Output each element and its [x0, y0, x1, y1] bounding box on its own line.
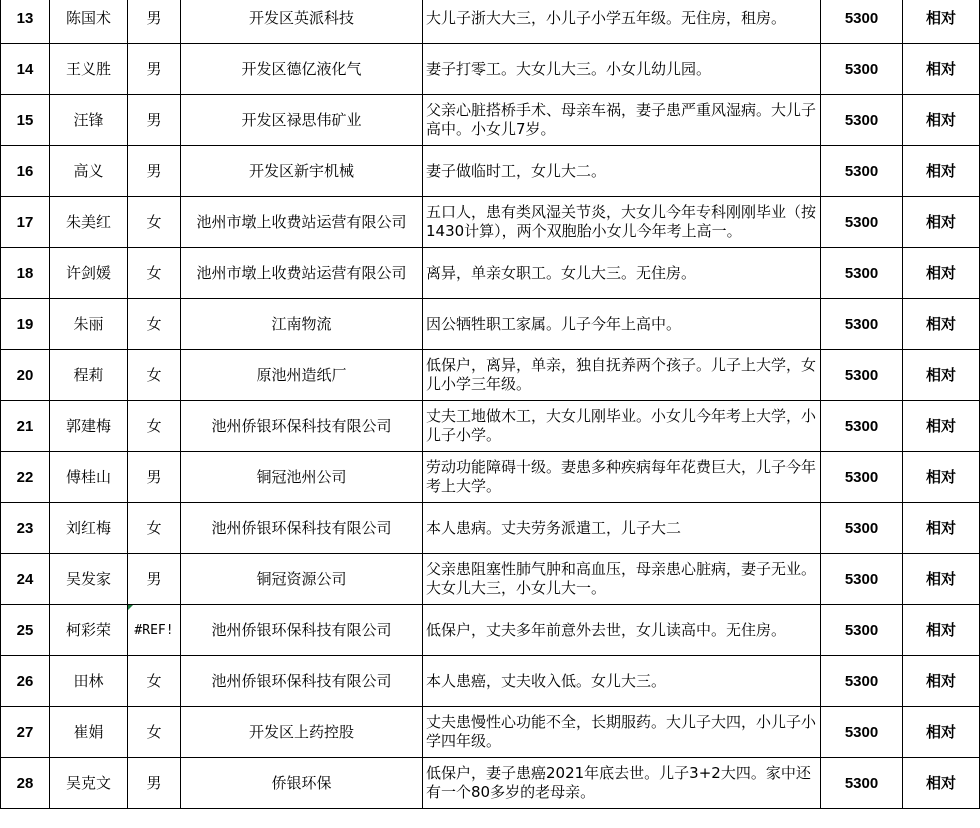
amount-cell: 5300	[821, 554, 903, 605]
name-cell: 陈国术	[50, 0, 128, 44]
category-cell: 相对	[903, 554, 980, 605]
name-cell: 高义	[50, 146, 128, 197]
table-row	[1, 299, 980, 350]
table-row	[1, 350, 980, 401]
unit-cell: 开发区上药控股	[181, 707, 423, 758]
situation-note-cell: 因公牺牲职工家属。儿子今年上高中。	[423, 299, 821, 350]
category-cell: 相对	[903, 656, 980, 707]
table-row	[1, 248, 980, 299]
category-cell: 相对	[903, 401, 980, 452]
category-cell: 相对	[903, 0, 980, 44]
name-cell: 朱美红	[50, 197, 128, 248]
amount-cell: 5300	[821, 656, 903, 707]
table-row	[1, 452, 980, 503]
table-row	[1, 146, 980, 197]
table-row	[1, 605, 980, 656]
row-number-cell: 16	[1, 146, 50, 197]
row-number-cell: 25	[1, 605, 50, 656]
unit-cell: 铜冠池州公司	[181, 452, 423, 503]
category-cell: 相对	[903, 503, 980, 554]
amount-cell: 5300	[821, 146, 903, 197]
unit-cell: 池州市墩上收费站运营有限公司	[181, 248, 423, 299]
amount-cell: 5300	[821, 44, 903, 95]
unit-cell: 池州侨银环保科技有限公司	[181, 401, 423, 452]
row-number-cell: 19	[1, 299, 50, 350]
amount-cell: 5300	[821, 401, 903, 452]
gender-cell: 女	[128, 656, 181, 707]
gender-cell: #REF!	[128, 605, 181, 656]
category-cell: 相对	[903, 350, 980, 401]
situation-note-cell: 妻子打零工。大女儿大三。小女儿幼儿园。	[423, 44, 821, 95]
unit-cell: 开发区英派科技	[181, 0, 423, 44]
row-number-cell: 14	[1, 44, 50, 95]
row-number-cell: 26	[1, 656, 50, 707]
gender-cell: 女	[128, 503, 181, 554]
unit-cell: 池州侨银环保科技有限公司	[181, 605, 423, 656]
unit-cell: 铜冠资源公司	[181, 554, 423, 605]
gender-cell: 女	[128, 401, 181, 452]
situation-note-cell: 低保户，妻子患癌2021年底去世。儿子3+2大四。家中还有一个80多岁的老母亲。	[423, 758, 821, 809]
name-cell: 吴克文	[50, 758, 128, 809]
name-cell: 朱丽	[50, 299, 128, 350]
category-cell: 相对	[903, 146, 980, 197]
gender-cell: 男	[128, 452, 181, 503]
gender-cell: 男	[128, 554, 181, 605]
situation-note-cell: 五口人，患有类风湿关节炎，大女儿今年专科刚刚毕业（按1430计算），两个双胞胎小女儿今年考上高一。	[423, 197, 821, 248]
unit-cell: 池州侨银环保科技有限公司	[181, 503, 423, 554]
amount-cell: 5300	[821, 299, 903, 350]
unit-cell: 侨银环保	[181, 758, 423, 809]
gender-cell: 女	[128, 248, 181, 299]
unit-cell: 池州侨银环保科技有限公司	[181, 656, 423, 707]
situation-note-cell: 丈夫患慢性心功能不全，长期服药。大儿子大四，小儿子小学四年级。	[423, 707, 821, 758]
row-number-cell: 17	[1, 197, 50, 248]
gender-cell: 男	[128, 758, 181, 809]
situation-note-cell: 父亲患阻塞性肺气肿和高血压，母亲患心脏病，妻子无业。大女儿大三，小女儿大一。	[423, 554, 821, 605]
category-cell: 相对	[903, 44, 980, 95]
unit-cell: 原池州造纸厂	[181, 350, 423, 401]
situation-note-cell: 低保户，丈夫多年前意外去世，女儿读高中。无住房。	[423, 605, 821, 656]
row-number-cell: 21	[1, 401, 50, 452]
unit-cell: 开发区德亿液化气	[181, 44, 423, 95]
name-cell: 汪锋	[50, 95, 128, 146]
name-cell: 王义胜	[50, 44, 128, 95]
row-number-cell: 13	[1, 0, 50, 44]
name-cell: 程莉	[50, 350, 128, 401]
row-number-cell: 27	[1, 707, 50, 758]
amount-cell: 5300	[821, 248, 903, 299]
table-row	[1, 554, 980, 605]
unit-cell: 池州市墩上收费站运营有限公司	[181, 197, 423, 248]
table-row	[1, 758, 980, 809]
category-cell: 相对	[903, 758, 980, 809]
amount-cell: 5300	[821, 197, 903, 248]
table-row	[1, 44, 980, 95]
category-cell: 相对	[903, 452, 980, 503]
table-row	[1, 197, 980, 248]
category-cell: 相对	[903, 95, 980, 146]
table-row	[1, 503, 980, 554]
name-cell: 刘红梅	[50, 503, 128, 554]
name-cell: 吴发家	[50, 554, 128, 605]
amount-cell: 5300	[821, 452, 903, 503]
gender-cell: 女	[128, 197, 181, 248]
row-number-cell: 22	[1, 452, 50, 503]
situation-note-cell: 本人患病。丈夫劳务派遣工，儿子大二	[423, 503, 821, 554]
unit-cell: 开发区禄思伟矿业	[181, 95, 423, 146]
name-cell: 柯彩荣	[50, 605, 128, 656]
category-cell: 相对	[903, 299, 980, 350]
amount-cell: 5300	[821, 0, 903, 44]
unit-cell: 江南物流	[181, 299, 423, 350]
gender-cell: 男	[128, 0, 181, 44]
category-cell: 相对	[903, 605, 980, 656]
name-cell: 许剑媛	[50, 248, 128, 299]
row-number-cell: 28	[1, 758, 50, 809]
situation-note-cell: 本人患癌，丈夫收入低。女儿大三。	[423, 656, 821, 707]
amount-cell: 5300	[821, 350, 903, 401]
gender-cell: 男	[128, 44, 181, 95]
amount-cell: 5300	[821, 758, 903, 809]
situation-note-cell: 低保户，离异，单亲，独自抚养两个孩子。儿子上大学，女儿小学三年级。	[423, 350, 821, 401]
situation-note-cell: 劳动功能障碍十级。妻患多种疾病每年花费巨大，儿子今年考上大学。	[423, 452, 821, 503]
unit-cell: 开发区新宇机械	[181, 146, 423, 197]
gender-cell: 女	[128, 350, 181, 401]
table-row	[1, 707, 980, 758]
situation-note-cell: 大儿子浙大大三，小儿子小学五年级。无住房，租房。	[423, 0, 821, 44]
table-row	[1, 0, 980, 44]
category-cell: 相对	[903, 707, 980, 758]
table-body	[1, 0, 980, 809]
amount-cell: 5300	[821, 95, 903, 146]
situation-note-cell: 丈夫工地做木工，大女儿刚毕业。小女儿今年考上大学，小儿子小学。	[423, 401, 821, 452]
gender-cell: 女	[128, 707, 181, 758]
gender-cell: 男	[128, 95, 181, 146]
row-number-cell: 20	[1, 350, 50, 401]
amount-cell: 5300	[821, 503, 903, 554]
row-number-cell: 23	[1, 503, 50, 554]
amount-cell: 5300	[821, 605, 903, 656]
category-cell: 相对	[903, 248, 980, 299]
amount-cell: 5300	[821, 707, 903, 758]
situation-note-cell: 妻子做临时工，女儿大二。	[423, 146, 821, 197]
row-number-cell: 18	[1, 248, 50, 299]
table-row	[1, 401, 980, 452]
category-cell: 相对	[903, 197, 980, 248]
name-cell: 郭建梅	[50, 401, 128, 452]
situation-note-cell: 离异，单亲女职工。女儿大三。无住房。	[423, 248, 821, 299]
name-cell: 田林	[50, 656, 128, 707]
table-row	[1, 656, 980, 707]
name-cell: 傅桂山	[50, 452, 128, 503]
gender-cell: 男	[128, 146, 181, 197]
gender-cell: 女	[128, 299, 181, 350]
name-cell: 崔娟	[50, 707, 128, 758]
table-row	[1, 95, 980, 146]
situation-note-cell: 父亲心脏搭桥手术、母亲车祸，妻子患严重风湿病。大儿子高中。小女儿7岁。	[423, 95, 821, 146]
row-number-cell: 24	[1, 554, 50, 605]
row-number-cell: 15	[1, 95, 50, 146]
